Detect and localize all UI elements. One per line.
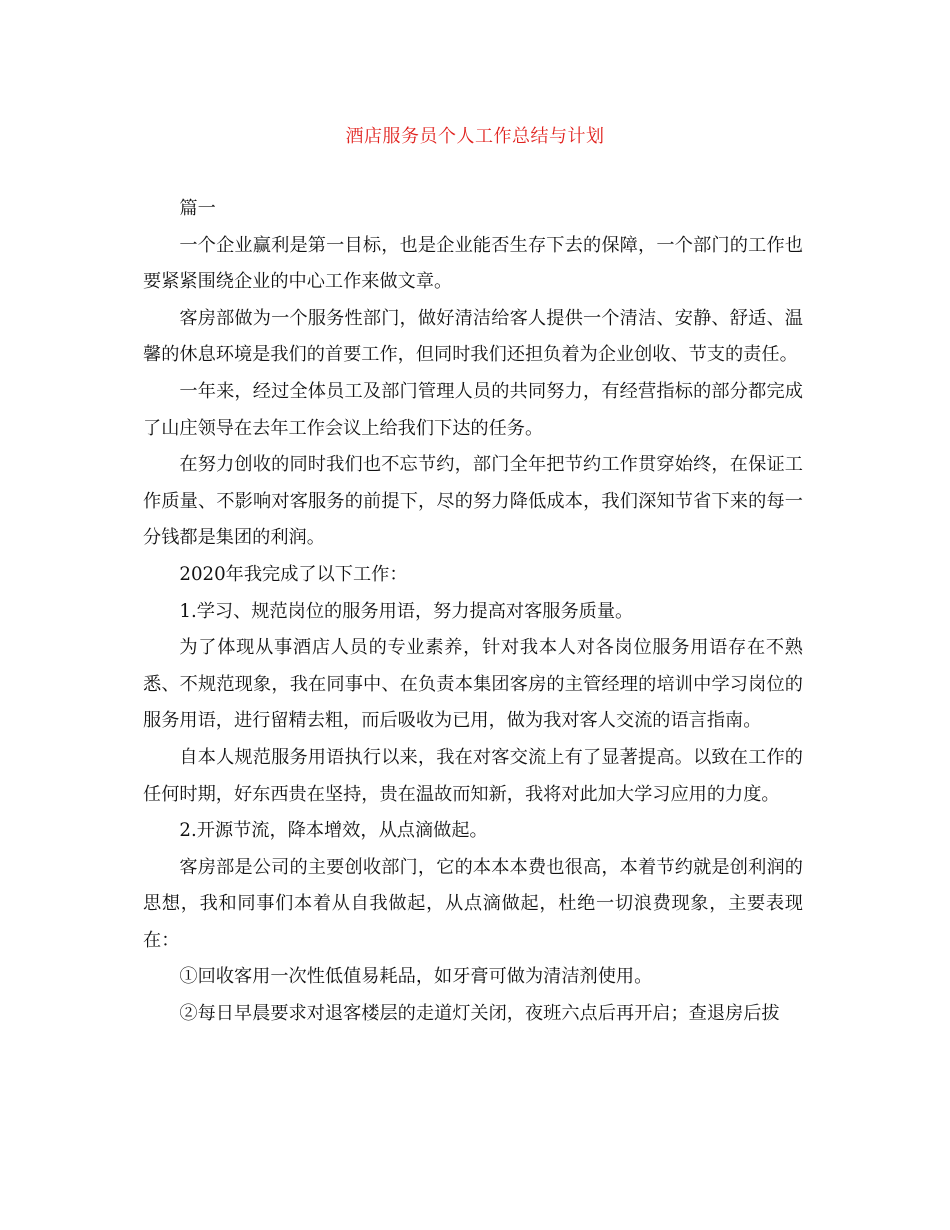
paragraph: 客房部是公司的主要创收部门，它的本本本费也很高，本着节约就是创利润的思想，我和同事们本着从自我做起，从点滴做起，杜绝一切浪费现象，主要表现在： xyxy=(143,856,803,951)
paragraph: 为了体现从事酒店人员的专业素养，针对我本人对各岗位服务用语存在不熟悉、不规范现象，我在同事中、在负责本集团客房的主管经理的培训中学习岗位的服务用语，进行留精去粗，而后吸收为已用，做为我对客人交流的语言指南。 xyxy=(143,637,803,732)
document-title: 酒店服务员个人工作总结与计划 xyxy=(345,126,605,147)
paragraph: 篇一 xyxy=(179,198,216,219)
paragraph: 一个企业赢利是第一目标，也是企业能否生存下去的保障，一个部门的工作也要紧紧围绕企业的中心工作来做文章。 xyxy=(143,234,803,293)
paragraph: 2020年我完成了以下工作： xyxy=(179,563,408,585)
paragraph: 客房部做为一个服务性部门，做好清洁给客人提供一个清洁、安静、舒适、温馨的休息环境是我们的首要工作，但同时我们还担负着为企业创收、节支的责任。 xyxy=(143,307,803,366)
document-body xyxy=(143,191,803,1033)
paragraph: ②每日早晨要求对退客楼层的走道灯关闭，夜班六点后再开启；查退房后拔 xyxy=(179,1003,780,1025)
paragraph: 1.学习、规范岗位的服务用语，努力提高对客服务质量。 xyxy=(179,600,634,622)
paragraph: 一年来，经过全体员工及部门管理人员的共同努力，有经营指标的部分都完成了山庄领导在去年工作会议上给我们下达的任务。 xyxy=(143,380,803,439)
paragraph: 2.开源节流，降本增效，从点滴做起。 xyxy=(179,820,488,842)
paragraph: ①回收客用一次性低值易耗品，如牙膏可做为清洁剂使用。 xyxy=(179,966,653,988)
paragraph: 在努力创收的同时我们也不忘节约，部门全年把节约工作贯穿始终，在保证工作质量、不影响对客服务的前提下，尽的努力降低成本，我们深知节省下来的每一分钱都是集团的利润。 xyxy=(143,454,803,549)
paragraph: 自本人规范服务用语执行以来，我在对客交流上有了显著提高。以致在工作的任何时期，好东西贵在坚持，贵在温故而知新，我将对此加大学习应用的力度。 xyxy=(143,746,803,805)
